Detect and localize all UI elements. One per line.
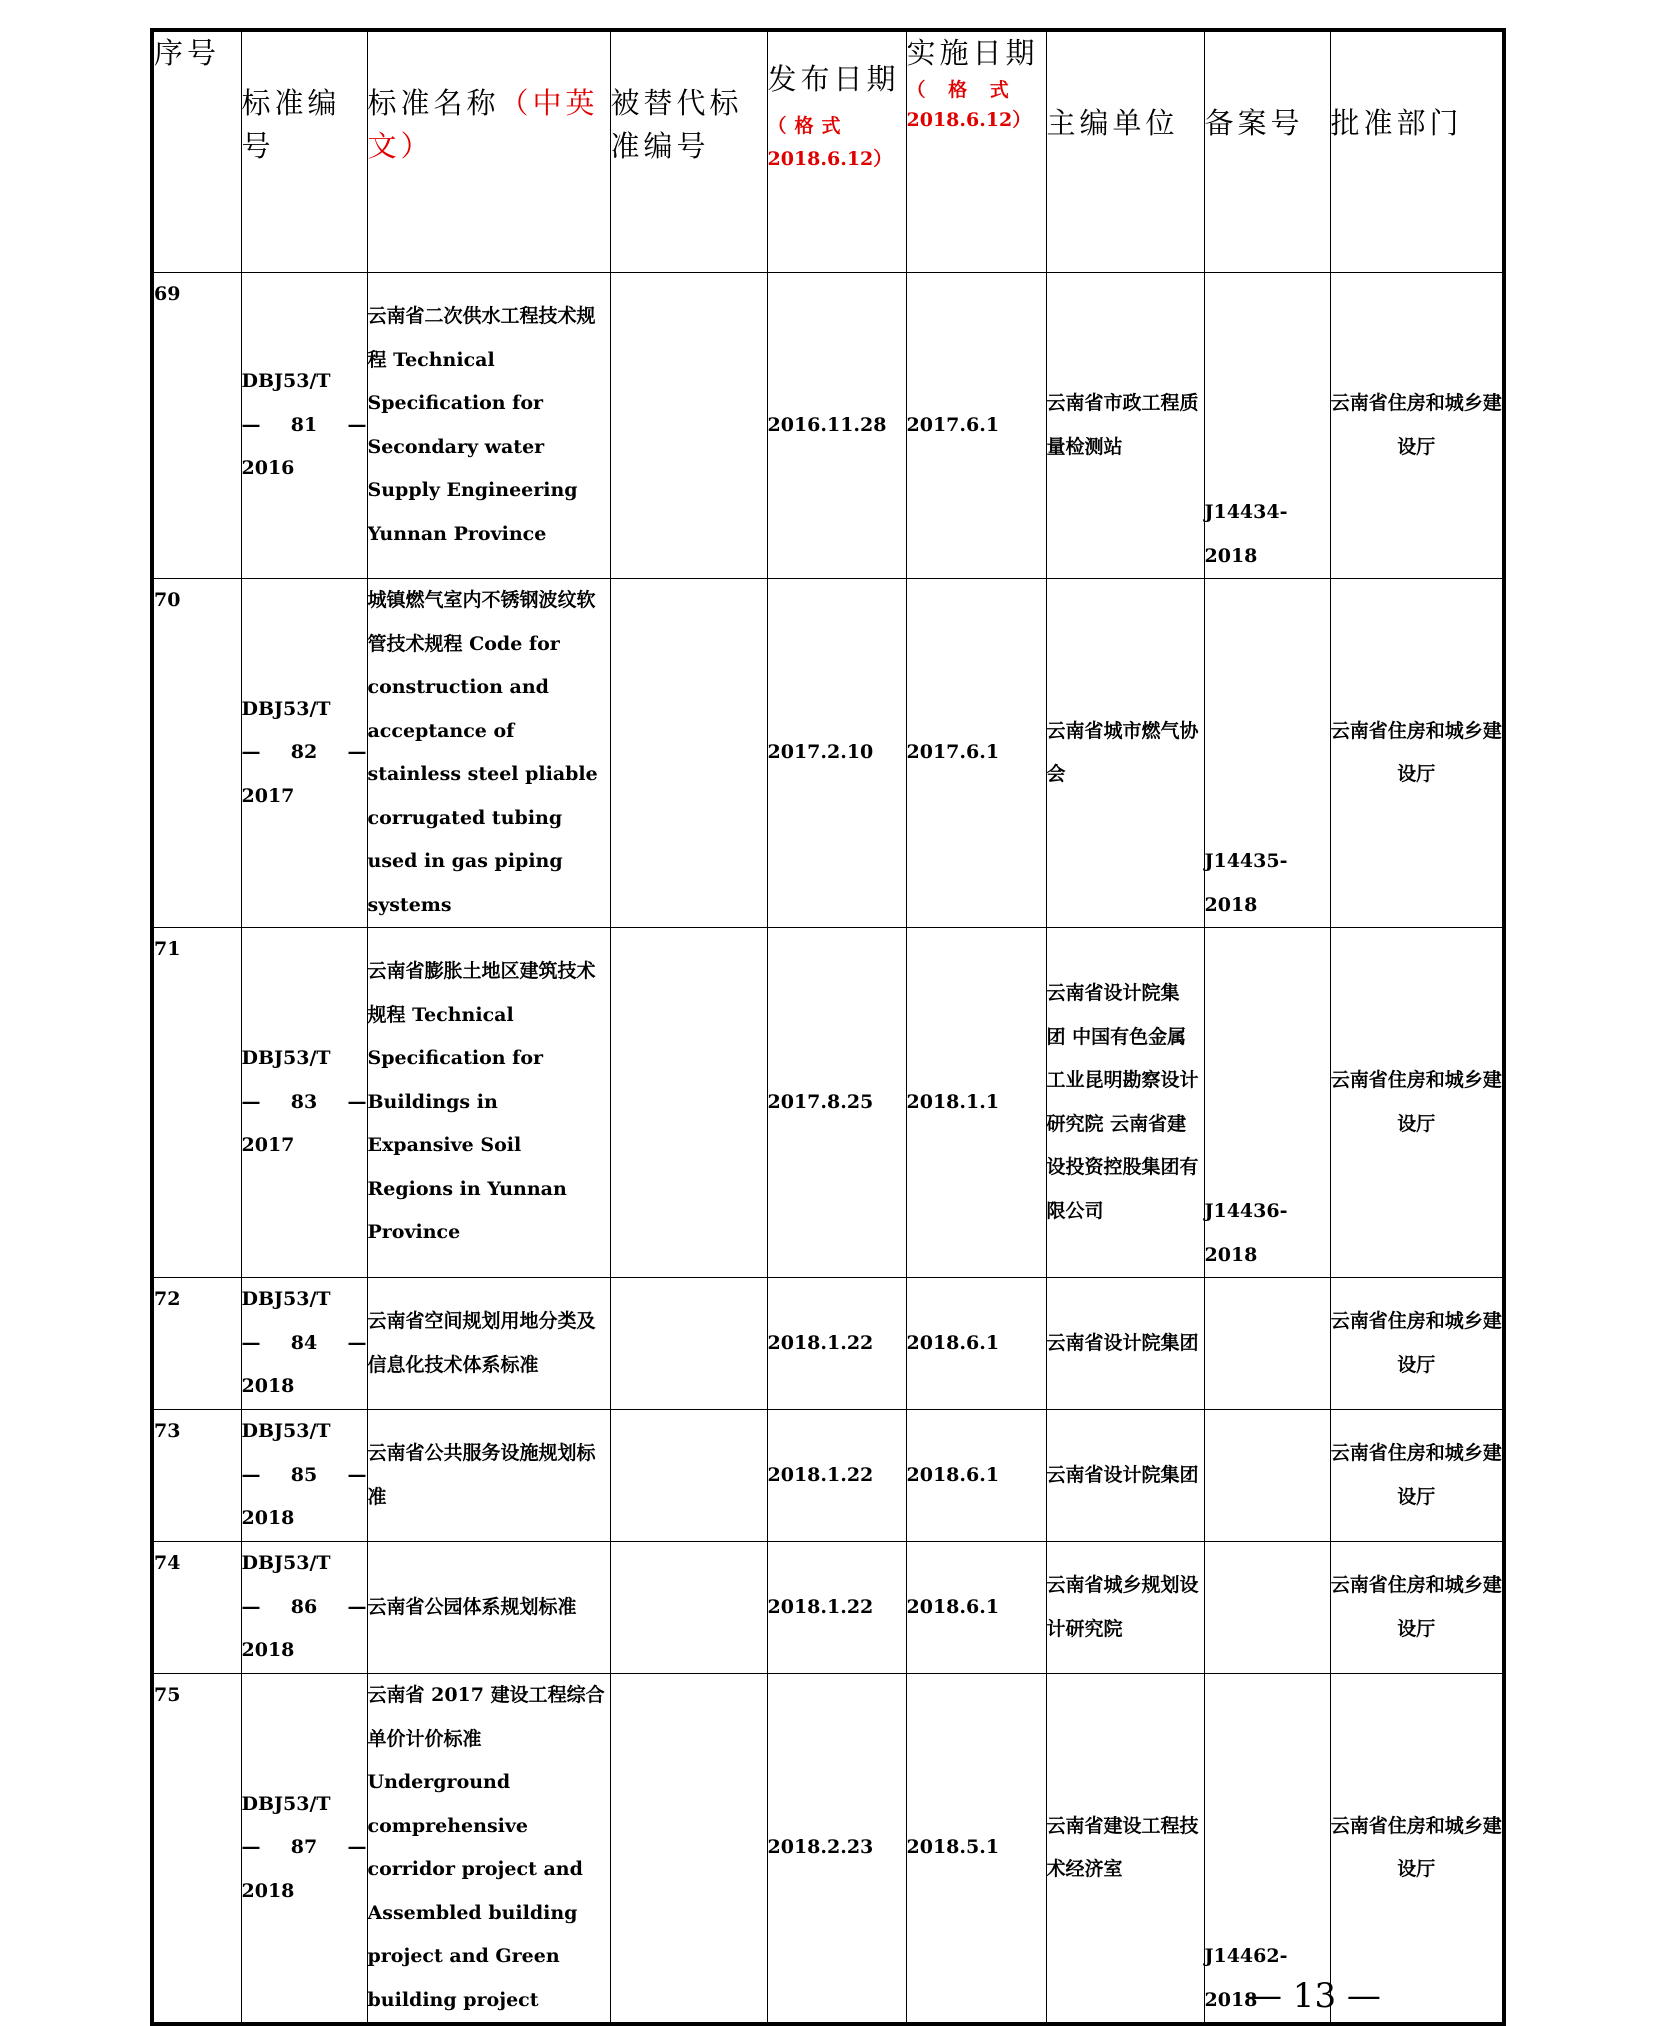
header-seq: 序号 — [152, 30, 241, 273]
row-name: 城镇燃气室内不锈钢波纹软管技术规程 Code for construction and acceptance of stainless steel pliable corrugated tubing used in gas piping systems — [367, 579, 610, 928]
page-number: — 13 — — [1248, 1976, 1381, 2016]
row-implement-date: 2018.5.1 — [906, 1674, 1046, 2025]
row-record: J14435-2018 — [1204, 579, 1330, 928]
code-prefix: DBJ53/T — [241, 697, 331, 720]
header-implement — [906, 30, 1046, 273]
standards-table — [150, 28, 1506, 2026]
row-implement-date: 2017.6.1 — [906, 579, 1046, 928]
row-record — [1204, 1542, 1330, 1674]
row-replaced — [610, 1278, 767, 1410]
header-editor: 主编单位 — [1046, 30, 1204, 273]
row-name: 云南省二次供水工程技术规程 Technical Specification for Secondary water Supply Engineering Yunnan Province — [367, 273, 610, 579]
code-number: 83 — [290, 1090, 318, 1113]
row-approver: 云南省住房和城乡建设厅 — [1330, 1542, 1504, 1674]
row-publish-date: 2018.1.22 — [767, 1410, 906, 1542]
row-approver: 云南省住房和城乡建设厅 — [1330, 928, 1504, 1278]
row-approver: 云南省住房和城乡建设厅 — [1330, 1278, 1504, 1410]
header-publish-format-date: 2018.6.12） — [767, 148, 893, 170]
table-row — [152, 1674, 1504, 2025]
row-name: 云南省 2017 建设工程综合单价计价标准 Underground comprehensive corridor project and Assembled building project and Green building project — [367, 1674, 610, 2025]
header-implement-format: （ 格 式 — [906, 79, 1017, 101]
row-editor: 云南省设计院集团 — [1046, 1410, 1204, 1542]
row-seq: 73 — [152, 1410, 241, 1542]
row-replaced — [610, 1410, 767, 1542]
header-publish — [767, 30, 906, 273]
row-record: J14462-2018 — [1204, 1674, 1330, 2025]
row-editor: 云南省设计院集 团 中国有色金属工业昆明勘察设计研究院 云南省建设投资控股集团有限公司 — [1046, 928, 1204, 1278]
row-implement-date: 2018.6.1 — [906, 1278, 1046, 1410]
header-record: 备案号 — [1204, 30, 1330, 273]
code-prefix: DBJ53/T — [241, 1420, 331, 1443]
header-publish-format: （格式 — [767, 115, 849, 137]
row-name: 云南省公共服务设施规划标准 — [367, 1410, 610, 1542]
header-name-label: 标准名称 — [367, 86, 500, 120]
row-editor: 云南省建设工程技术经济室 — [1046, 1674, 1204, 2025]
row-name: 云南省空间规划用地分类及信息化技术体系标准 — [367, 1278, 610, 1410]
row-record: J14434-2018 — [1204, 273, 1330, 579]
row-code: DBJ53/T — 81 — 2016 — [241, 273, 367, 579]
code-prefix: DBJ53/T — [241, 370, 331, 393]
code-year: 2018 — [241, 1375, 295, 1398]
code-number: 87 — [290, 1836, 318, 1859]
row-seq: 71 — [152, 928, 241, 1278]
row-record — [1204, 1278, 1330, 1410]
code-year: 2017 — [241, 784, 295, 807]
row-approver: 云南省住房和城乡建设厅 — [1330, 1410, 1504, 1542]
row-editor: 云南省设计院集团 — [1046, 1278, 1204, 1410]
table-row — [152, 1278, 1504, 1410]
code-year: 2017 — [241, 1134, 295, 1157]
header-name-note: （中英文） — [367, 86, 599, 163]
row-code: DBJ53/T — 82 — 2017 — [241, 579, 367, 928]
table-row — [152, 1542, 1504, 1674]
table-row — [152, 579, 1504, 928]
code-number: 81 — [290, 413, 318, 436]
row-name: 云南省膨胀土地区建筑技术规程 Technical Specification for Buildings in Expansive Soil Regions in Yunnan Province — [367, 928, 610, 1278]
table-row — [152, 273, 1504, 579]
row-publish-date: 2017.8.25 — [767, 928, 906, 1278]
row-seq: 74 — [152, 1542, 241, 1674]
header-publish-label: 发布日期 — [767, 62, 900, 96]
table-row — [152, 1410, 1504, 1542]
row-code: DBJ53/T — 84 — 2018 — [241, 1278, 367, 1410]
row-publish-date: 2018.1.22 — [767, 1278, 906, 1410]
row-replaced — [610, 273, 767, 579]
code-number: 82 — [290, 741, 318, 764]
row-code: DBJ53/T — 83 — 2017 — [241, 928, 367, 1278]
code-number: 84 — [290, 1331, 318, 1354]
row-seq: 69 — [152, 273, 241, 579]
row-replaced — [610, 579, 767, 928]
code-prefix: DBJ53/T — [241, 1552, 331, 1575]
header-name — [367, 30, 610, 273]
row-implement-date: 2018.1.1 — [906, 928, 1046, 1278]
row-code: DBJ53/T — 87 — 2018 — [241, 1674, 367, 2025]
row-publish-date: 2016.11.28 — [767, 273, 906, 579]
code-year: 2018 — [241, 1879, 295, 1902]
code-year: 2018 — [241, 1639, 295, 1662]
row-implement-date: 2018.6.1 — [906, 1410, 1046, 1542]
row-approver: 云南省住房和城乡建设厅 — [1330, 1674, 1504, 2025]
code-prefix: DBJ53/T — [241, 1792, 331, 1815]
header-approver: 批准部门 — [1330, 30, 1504, 273]
header-row — [152, 30, 1504, 273]
code-number: 85 — [290, 1463, 318, 1486]
row-record — [1204, 1410, 1330, 1542]
row-replaced — [610, 1542, 767, 1674]
row-publish-date: 2017.2.10 — [767, 579, 906, 928]
row-seq: 75 — [152, 1674, 241, 2025]
row-publish-date: 2018.1.22 — [767, 1542, 906, 1674]
row-approver: 云南省住房和城乡建设厅 — [1330, 273, 1504, 579]
code-year: 2016 — [241, 457, 295, 480]
row-implement-date: 2018.6.1 — [906, 1542, 1046, 1674]
row-editor: 云南省城市燃气协会 — [1046, 579, 1204, 928]
row-code: DBJ53/T — 86 — 2018 — [241, 1542, 367, 1674]
row-seq: 70 — [152, 579, 241, 928]
header-replaced: 被替代标准编号 — [610, 30, 767, 273]
code-year: 2018 — [241, 1507, 295, 1530]
code-prefix: DBJ53/T — [241, 1288, 331, 1311]
table-row — [152, 928, 1504, 1278]
row-code: DBJ53/T — 85 — 2018 — [241, 1410, 367, 1542]
row-implement-date: 2017.6.1 — [906, 273, 1046, 579]
row-replaced — [610, 928, 767, 1278]
row-replaced — [610, 1674, 767, 2025]
header-code: 标准编号 — [241, 30, 367, 273]
row-approver: 云南省住房和城乡建设厅 — [1330, 579, 1504, 928]
row-publish-date: 2018.2.23 — [767, 1674, 906, 2025]
row-editor: 云南省市政工程质量检测站 — [1046, 273, 1204, 579]
code-prefix: DBJ53/T — [241, 1047, 331, 1070]
row-record: J14436-2018 — [1204, 928, 1330, 1278]
row-editor: 云南省城乡规划设计研究院 — [1046, 1542, 1204, 1674]
row-name: 云南省公园体系规划标准 — [367, 1542, 610, 1674]
header-implement-label: 实施日期 — [906, 36, 1039, 70]
code-number: 86 — [290, 1595, 318, 1618]
header-implement-format-date: 2018.6.12） — [906, 109, 1032, 131]
row-seq: 72 — [152, 1278, 241, 1410]
